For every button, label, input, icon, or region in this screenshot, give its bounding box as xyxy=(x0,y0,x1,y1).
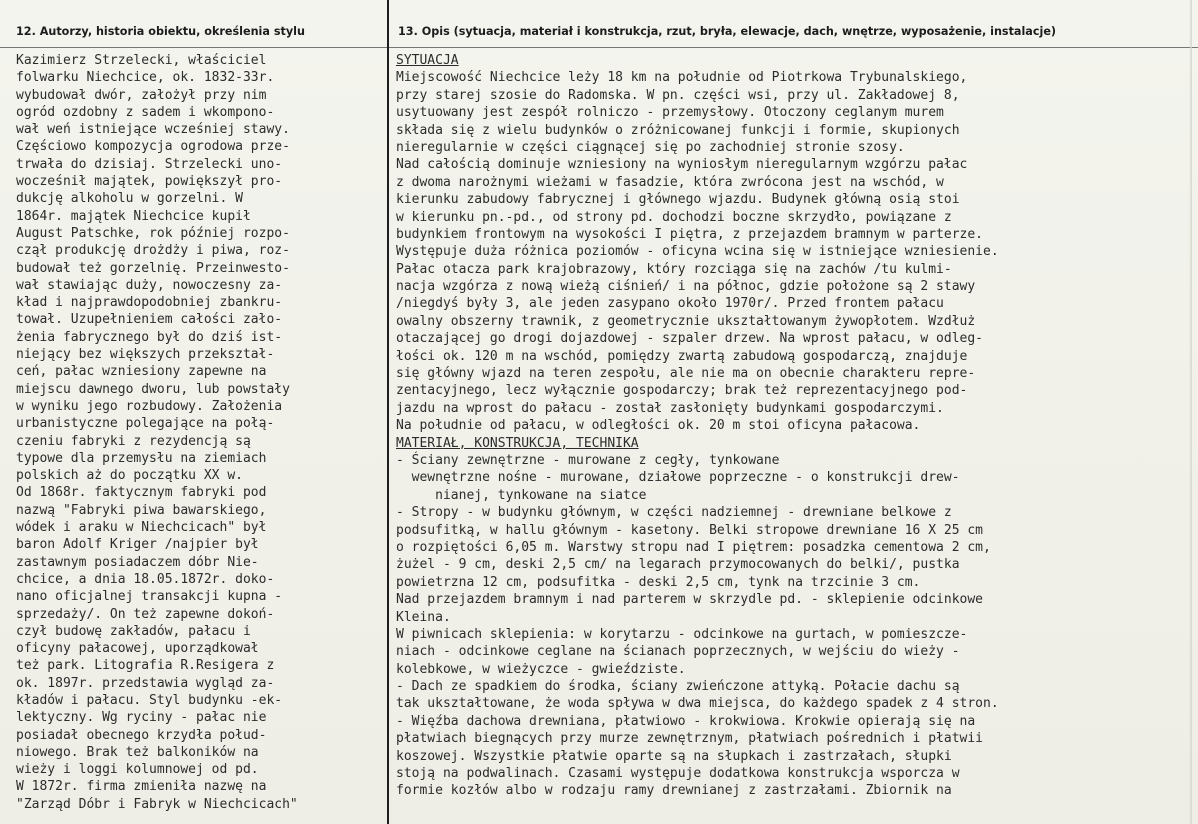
history-text-line: lektyczny. Wg ryciny - pałac nie xyxy=(16,710,267,726)
history-text-line: wał stawiając duży, nowoczesny za- xyxy=(16,277,283,293)
history-text-line: trwała do dzisiaj. Strzelecki uno- xyxy=(16,156,283,172)
history-text-line: żenia fabrycznego był do dziś ist- xyxy=(16,329,283,345)
history-text-line: też park. Litografia R.Resigera z xyxy=(16,658,275,674)
description-text-line: przy starej szosie do Radomska. W pn. części wsi, przy ul. Zakładowej 8, xyxy=(396,87,960,103)
history-text-column xyxy=(16,52,384,813)
history-text-line: Częściowo kompozycja ogrodowa prze- xyxy=(16,139,290,155)
history-text-line: ceń, pałac wzniesiony zapewne na xyxy=(16,364,267,380)
section-heading: MATERIAŁ, KONSTRUKCJA, TECHNIKA xyxy=(396,435,639,451)
description-text-line: kierunku zabudowy fabrycznej i głównego wjazdu. Budynek główną osią stoi xyxy=(396,192,960,208)
description-text-line: - Więźba dachowa drewniana, płatwiowo - krokwiowa. Krokwie opierają się na xyxy=(396,713,976,729)
history-text-line: miejscu dawnego dworu, lub powstały xyxy=(16,381,290,397)
history-text-line: "Zarząd Dóbr i Fabryk w Niechcicach" xyxy=(16,796,298,812)
history-text-line: kład i najprawdopodobniej zbankru- xyxy=(16,295,283,311)
history-text-line: Kazimierz Strzelecki, właściciel xyxy=(16,53,267,68)
history-text-line: zastawnym posiadaczem dóbr Nie- xyxy=(16,554,259,570)
history-text-line: wał weń istniejące wcześniej stawy. xyxy=(16,122,290,138)
history-text-line: nano oficjalnej transakcji kupna - xyxy=(16,589,283,605)
description-text-line: jazdu na wprost do pałacu - został zasłonięty budynkami gospodarczymi. xyxy=(396,400,944,416)
history-text-line: kładów i pałacu. Styl budynku -ek- xyxy=(16,692,283,708)
history-text-line: dukcję alkoholu w gorzelni. W xyxy=(16,191,243,207)
description-text-line: wewnętrzne nośne - murowane, działowe poprzeczne - o konstrukcji drew- xyxy=(396,470,960,486)
description-text-line: Występuje duża różnica poziomów - oficyna wcina się w istniejące wzniesienie. xyxy=(396,244,999,260)
history-text-line: polskich aż do początku XX w. xyxy=(16,468,243,484)
description-text-line: formie kozłów albo w rodzaju ramy drewnianej z zastrzałami. Zbiornik na xyxy=(396,783,952,799)
description-text-line: zentacyjnego, lecz wyłącznie gospodarczy; brak też reprezentacyjnego pod- xyxy=(396,383,968,399)
description-text-line: o rozpiętości 6,05 m. Warstwy stropu nad I piętrem: posadzka cementowa 2 cm, xyxy=(396,539,991,555)
history-text-line: folwarku Niechcice, ok. 1832-33r. xyxy=(16,70,275,86)
description-text-line: Nad przejazdem bramnym i nad parterem w skrzydle pd. - sklepienie odcinkowe xyxy=(396,592,983,608)
description-text-line: stoją na podwalinach. Czasami występuje dodatkowa konstrukcja wsporcza w xyxy=(396,766,960,782)
header-rule xyxy=(0,47,1198,48)
description-text-line: nieregularnie w części ciągnącej się po zachodniej stronie szosy. xyxy=(396,139,905,155)
history-text-line: tował. Uzupełnieniem całości zało- xyxy=(16,312,283,328)
description-text-line: składa się z wielu budynków o zróżnicowanej funkcji i formie, skupionych xyxy=(396,122,960,138)
section-13-header: 13. Opis (sytuacja, materiał i konstrukcja, rzut, bryła, elewacje, dach, wnętrze, wyposażenie, instalacje) xyxy=(398,25,1057,38)
history-text-line: budował też gorzelnię. Przeinwesto- xyxy=(16,260,290,276)
history-text-line: wódek i araku w Niechcicach" był xyxy=(16,520,267,536)
history-text-line: oficyny pałacowej, uporządkował xyxy=(16,641,259,657)
description-text-line: owalny obszerny trawnik, z geometrycznie ukształtowanym żywopłotem. Wzdłuż xyxy=(396,313,976,329)
description-text-line: otaczającej go drogi dojazdowej - szpaler drzew. Na wprost pałacu, w odleg- xyxy=(396,331,983,347)
history-text-line: niowego. Brak też balkoników na xyxy=(16,744,259,760)
description-text-line: usytuowany jest zespół rolniczo - przemysłowy. Otoczony ceglanym murem xyxy=(396,105,944,121)
description-text-line: z dwoma narożnymi wieżami w fasadzie, która zwrócona jest na wschód, w xyxy=(396,174,944,190)
description-text-line: kolebkowe, w wieżyczce - gwieździste. xyxy=(396,661,686,677)
description-text-line: Miejscowość Niechcice leży 18 km na południe od Piotrkowa Trybunalskiego, xyxy=(396,70,968,86)
description-text-line: powietrzna 12 cm, podsufitka - deski 2,5 cm, tynk na trzcinie 3 cm. xyxy=(396,574,921,590)
history-text-line: czył budowę zakładów, pałacu i xyxy=(16,623,251,639)
description-text-line: w kierunku pn.-pd., od strony pd. dochodzi boczne skrzydło, powiązane z xyxy=(396,209,952,225)
description-text-line: podsufitką, w hallu głównym - kasetony. Belki stropowe drewniane 16 X 25 cm xyxy=(396,522,983,538)
description-text-line: koszowej. Wszystkie płatwie oparte są na słupkach i zastrzałach, słupki xyxy=(396,748,952,764)
history-text-line: Od 1868r. faktycznym fabryki pod xyxy=(16,485,267,501)
history-text-line: sprzedaży/. On też zapewne dokoń- xyxy=(16,606,275,622)
history-text-line: urbanistyczne polegające na połą- xyxy=(16,416,275,432)
history-text-line: chcice, a dnia 18.05.1872r. doko- xyxy=(16,571,275,587)
history-text-line: czął produkcję drożdży i piwa, roz- xyxy=(16,243,290,259)
description-text-line: /niegdyś były 3, ale jeden zasypano około 1970r/. Przed frontem pałacu xyxy=(396,296,944,312)
description-text-column xyxy=(396,52,1196,800)
history-text-line: baron Adolf Kriger /najpier był xyxy=(16,537,259,553)
history-text-line: W 1872r. firma zmieniła nazwę na xyxy=(16,779,267,795)
description-text-line: - Ściany zewnętrzne - murowane z cegły, tynkowane xyxy=(396,452,780,468)
history-text-line: August Patschke, rok później rozpo- xyxy=(16,225,290,241)
history-text-line: wocześnił majątek, powiększył pro- xyxy=(16,174,283,190)
description-text-line: Pałac otacza park krajobrazowy, który rozciąga się na zachów /tu kulmi- xyxy=(396,261,952,277)
description-text-line: łości ok. 120 m na wschód, pomiędzy zwartą zabudową gospodarczą, znajduje xyxy=(396,348,968,364)
history-text-line: typowe dla przemysłu na ziemiach xyxy=(16,450,267,466)
description-text-line: tak ukształtowane, że woda spływa w dwa miejsca, do każdego spadek z 4 stron. xyxy=(396,696,999,712)
history-text-line: w wyniku jego rozbudowy. Założenia xyxy=(16,398,283,414)
history-text-line: ok. 1897r. przedstawia wygląd za- xyxy=(16,675,275,691)
history-text-line: wieży i loggi kolumnowej od pd. xyxy=(16,762,259,778)
description-text-line: W piwnicach sklepienia: w korytarzu - odcinkowe na gurtach, w pomieszcze- xyxy=(396,626,968,642)
description-text-line: nacja wzgórza z nową wieżą ciśnień/ i na północ, gdzie położone są 2 stawy xyxy=(396,279,976,295)
history-text-line: czeniu fabryki z rezydencją są xyxy=(16,433,251,449)
history-text-line: nazwą "Fabryki piwa bawarskiego, xyxy=(16,502,267,518)
description-text-line: - Stropy - w budynku głównym, w części nadziemnej - drewniane belkowe z xyxy=(396,505,952,521)
history-text-line: posiadał obecnego krzydła połud- xyxy=(16,727,267,743)
description-text-line: płatwiach biegnących przy murze zewnętrznym, płatwiach pośrednich i płatwii xyxy=(396,731,983,747)
section-heading: SYTUACJA xyxy=(396,53,459,68)
section-12-header: 12. Autorzy, historia obiektu, określenia stylu xyxy=(16,25,305,38)
history-text-line: 1864r. majątek Niechcice kupił xyxy=(16,208,251,224)
description-text-line: Nad całością dominuje wzniesiony na wyniosłym nieregularnym wzgórzu pałac xyxy=(396,157,968,173)
column-divider xyxy=(387,0,389,824)
description-text-line: nianej, tynkowane na siatce xyxy=(396,487,647,503)
history-text-line: wybudował dwór, założył przy nim xyxy=(16,87,267,103)
description-text-line: niach - odcinkowe ceglane na ścianach poprzecznych, w wejściu do wieży - xyxy=(396,644,960,660)
description-text-line: Kleina. xyxy=(396,609,451,625)
description-text-line: - Dach ze spadkiem do środka, ściany zwieńczone attyką. Połacie dachu są xyxy=(396,679,960,695)
description-text-line: żużel - 9 cm, deski 2,5 cm/ na legarach przymocowanych do belki/, pustka xyxy=(396,557,960,573)
description-text-line: budynkiem frontowym na wysokości I piętra, z przejazdem bramnym w parterze. xyxy=(396,226,983,242)
history-text-line: ogród ozdobny z sadem i wkompono- xyxy=(16,104,275,120)
history-text-line: niejący bez większych przekształ- xyxy=(16,347,275,363)
description-text-line: Na południe od pałacu, w odległości ok. 20 m stoi oficyna pałacowa. xyxy=(396,418,921,434)
description-text-line: się główny wjazd na teren zespołu, ale nie ma on obecnie charakteru repre- xyxy=(396,366,976,382)
